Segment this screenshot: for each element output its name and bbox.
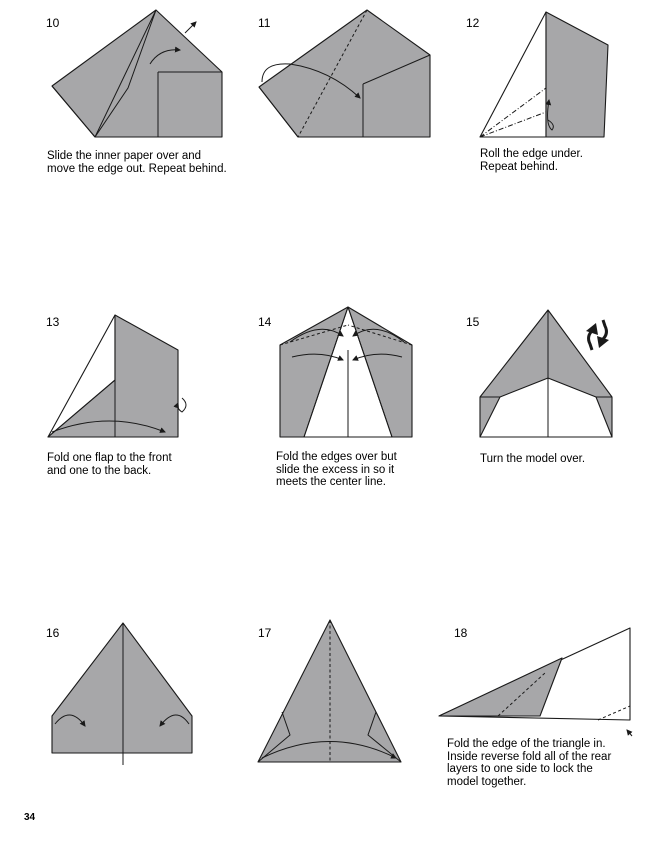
step-13-diagram	[48, 315, 186, 437]
step-12-caption: Roll the edge under. Repeat behind.	[480, 148, 583, 173]
step-11-number: 11	[258, 16, 271, 30]
step-10-number: 10	[46, 16, 60, 30]
step-16-number: 16	[46, 626, 60, 640]
step-13-caption: Fold one flap to the front and one to the back.	[47, 452, 172, 477]
step-10-caption: Slide the inner paper over and move the edge out. Repeat behind.	[47, 150, 227, 175]
step-16-diagram	[52, 623, 192, 765]
page-number: 34	[24, 812, 36, 823]
step-13-number: 13	[46, 315, 60, 329]
step-14-diagram	[280, 307, 412, 437]
step-12-diagram	[480, 12, 608, 137]
step-17-number: 17	[258, 626, 272, 640]
step-18-number: 18	[454, 626, 468, 640]
step-10-diagram	[52, 10, 222, 137]
step-11-diagram	[259, 10, 430, 137]
step-14-number: 14	[258, 315, 272, 329]
step-14-caption: Fold the edges over but slide the excess in so it meets the center line.	[276, 451, 397, 488]
step-17-diagram	[258, 620, 401, 762]
step-18-diagram	[439, 628, 632, 736]
turn-over-icon	[586, 320, 609, 350]
step-15-caption: Turn the model over.	[480, 453, 586, 465]
step-18-caption: Fold the edge of the triangle in. Inside reverse fold all of the rear layers to one side to lock the model together.	[447, 738, 612, 788]
step-12-number: 12	[466, 16, 480, 30]
step-15-number: 15	[466, 315, 480, 329]
